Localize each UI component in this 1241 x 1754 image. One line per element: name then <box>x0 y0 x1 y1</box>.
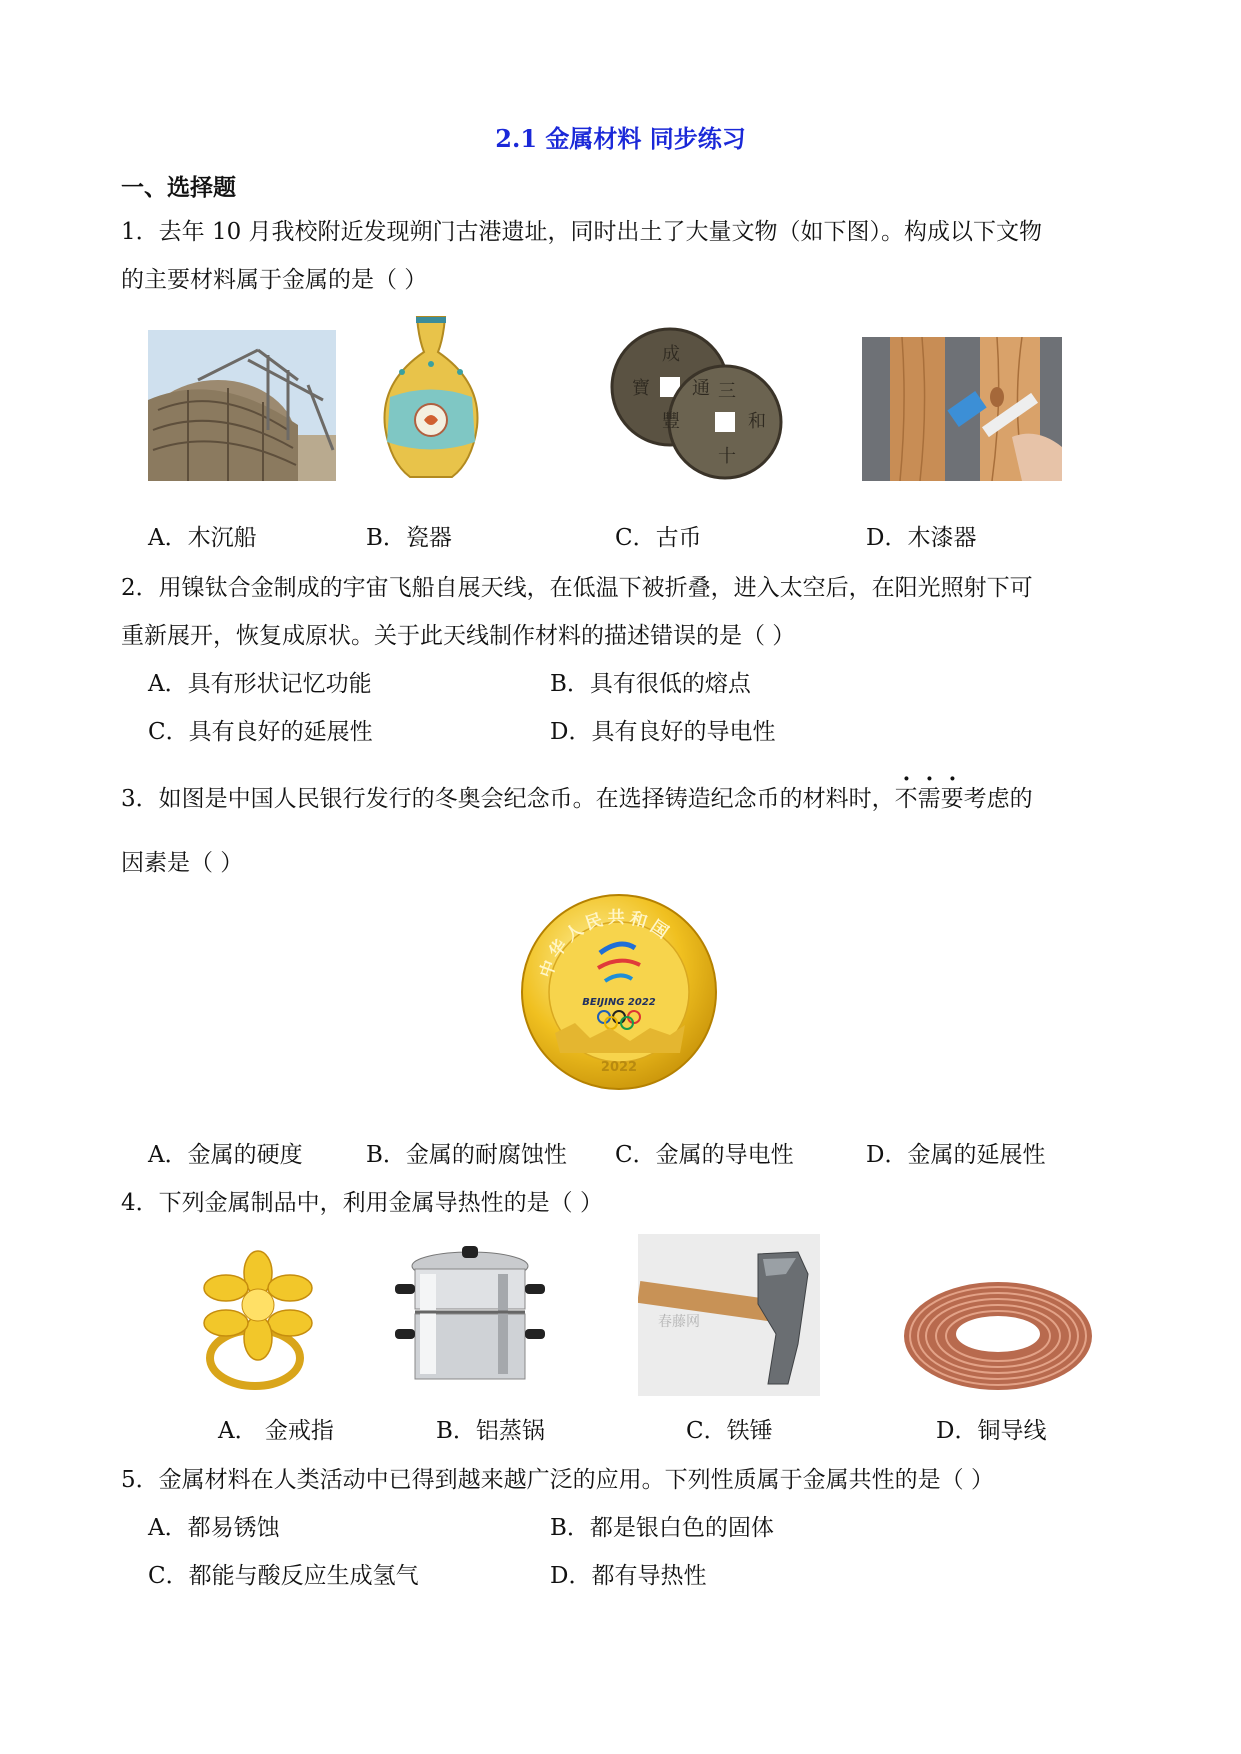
q2-line2: 重新展开，恢复成原状。关于此天线制作材料的描述错误的是（ ） <box>121 623 796 649</box>
q3-emphasis-char: 要 <box>940 786 964 812</box>
coin-logo-text: BEIJING 2022 <box>582 997 656 1008</box>
q3-option-c[interactable]: C．金属的导电性 <box>615 1142 794 1168</box>
q3-option-b[interactable]: B．金属的耐腐蚀性 <box>366 1142 567 1168</box>
q1-option-a[interactable]: A．木沉船 <box>148 525 257 551</box>
q5-option-a[interactable]: A．都易锈蚀 <box>148 1515 280 1541</box>
q3-option-a[interactable]: A．金属的硬度 <box>148 1142 303 1168</box>
q5-option-d[interactable]: D．都有导热性 <box>550 1563 707 1589</box>
coin-inscription: 中华人民共和国 <box>536 907 676 981</box>
q4-line1: 4．下列金属制品中，利用金属导热性的是（ ） <box>121 1190 603 1216</box>
q3-line1-post: 考虑的 <box>963 786 1033 812</box>
q4-option-c[interactable]: C．铁锤 <box>686 1418 773 1444</box>
q3-line1-pre: 3．如图是中国人民银行发行的冬奥会纪念币。在选择铸造纪念币的材料时， <box>121 786 895 812</box>
q1-option-d[interactable]: D．木漆器 <box>866 525 977 551</box>
copper-wire-image <box>900 1278 1096 1394</box>
q1-option-c[interactable]: C．古币 <box>615 525 702 551</box>
q5-option-c[interactable]: C．都能与酸反应生成氢气 <box>148 1563 419 1589</box>
q3-line2: 因素是（ ） <box>121 850 244 876</box>
q1-line1: 1．去年 10 月我校附近发现朔门古港遗址，同时出土了大量文物（如下图）。构成以下文物 <box>121 219 1043 245</box>
q5-line1: 5．金属材料在人类活动中已得到越来越广泛的应用。下列性质属于金属共性的是（ ） <box>121 1467 994 1493</box>
q3-emphasis-char: 不 <box>894 786 918 812</box>
svg-text:十: 十 <box>718 446 736 467</box>
porcelain-vase-image <box>372 312 490 484</box>
aluminum-steamer-image <box>390 1234 550 1396</box>
q3-line1 <box>121 784 1033 814</box>
q3-option-d[interactable]: D．金属的延展性 <box>866 1142 1046 1168</box>
svg-text:成: 成 <box>662 344 680 365</box>
q2-option-c[interactable]: C．具有良好的延展性 <box>148 719 373 745</box>
section-heading: 一、选择题 <box>121 174 236 201</box>
q1-option-b[interactable]: B．瓷器 <box>366 525 452 551</box>
q2-option-d[interactable]: D．具有良好的导电性 <box>550 719 776 745</box>
iron-hammer-image <box>638 1234 820 1396</box>
q4-option-b[interactable]: B．铝蒸锅 <box>436 1418 545 1444</box>
svg-text:豐: 豐 <box>662 411 680 432</box>
page-title: 2.1 金属材料 同步练习 <box>495 124 746 153</box>
q4-option-d[interactable]: D．铜导线 <box>936 1418 1047 1444</box>
gold-ring-image <box>190 1243 328 1395</box>
olympic-coin-image <box>520 893 718 1091</box>
q4-option-a[interactable]: A． 金戒指 <box>218 1418 334 1444</box>
q2-option-b[interactable]: B．具有很低的熔点 <box>550 671 751 697</box>
svg-text:三: 三 <box>718 381 736 402</box>
q1-line2: 的主要材料属于金属的是（ ） <box>121 267 428 293</box>
coin-year: 2022 <box>600 1060 638 1075</box>
lacquer-wood-image <box>862 337 1062 481</box>
svg-text:通: 通 <box>692 378 710 399</box>
q3-emphasis-char: 需 <box>917 786 941 812</box>
ancient-coins-image <box>610 322 785 482</box>
shipwreck-image <box>148 330 336 481</box>
q5-option-b[interactable]: B．都是银白色的固体 <box>550 1515 774 1541</box>
watermark-text: 春藤网 <box>658 1314 700 1330</box>
svg-text:和: 和 <box>748 411 766 432</box>
q2-option-a[interactable]: A．具有形状记忆功能 <box>148 671 372 697</box>
q2-line1: 2．用镍钛合金制成的宇宙飞船自展天线，在低温下被折叠，进入太空后，在阳光照射下可 <box>121 575 1033 601</box>
svg-text:寶: 寶 <box>632 378 650 399</box>
